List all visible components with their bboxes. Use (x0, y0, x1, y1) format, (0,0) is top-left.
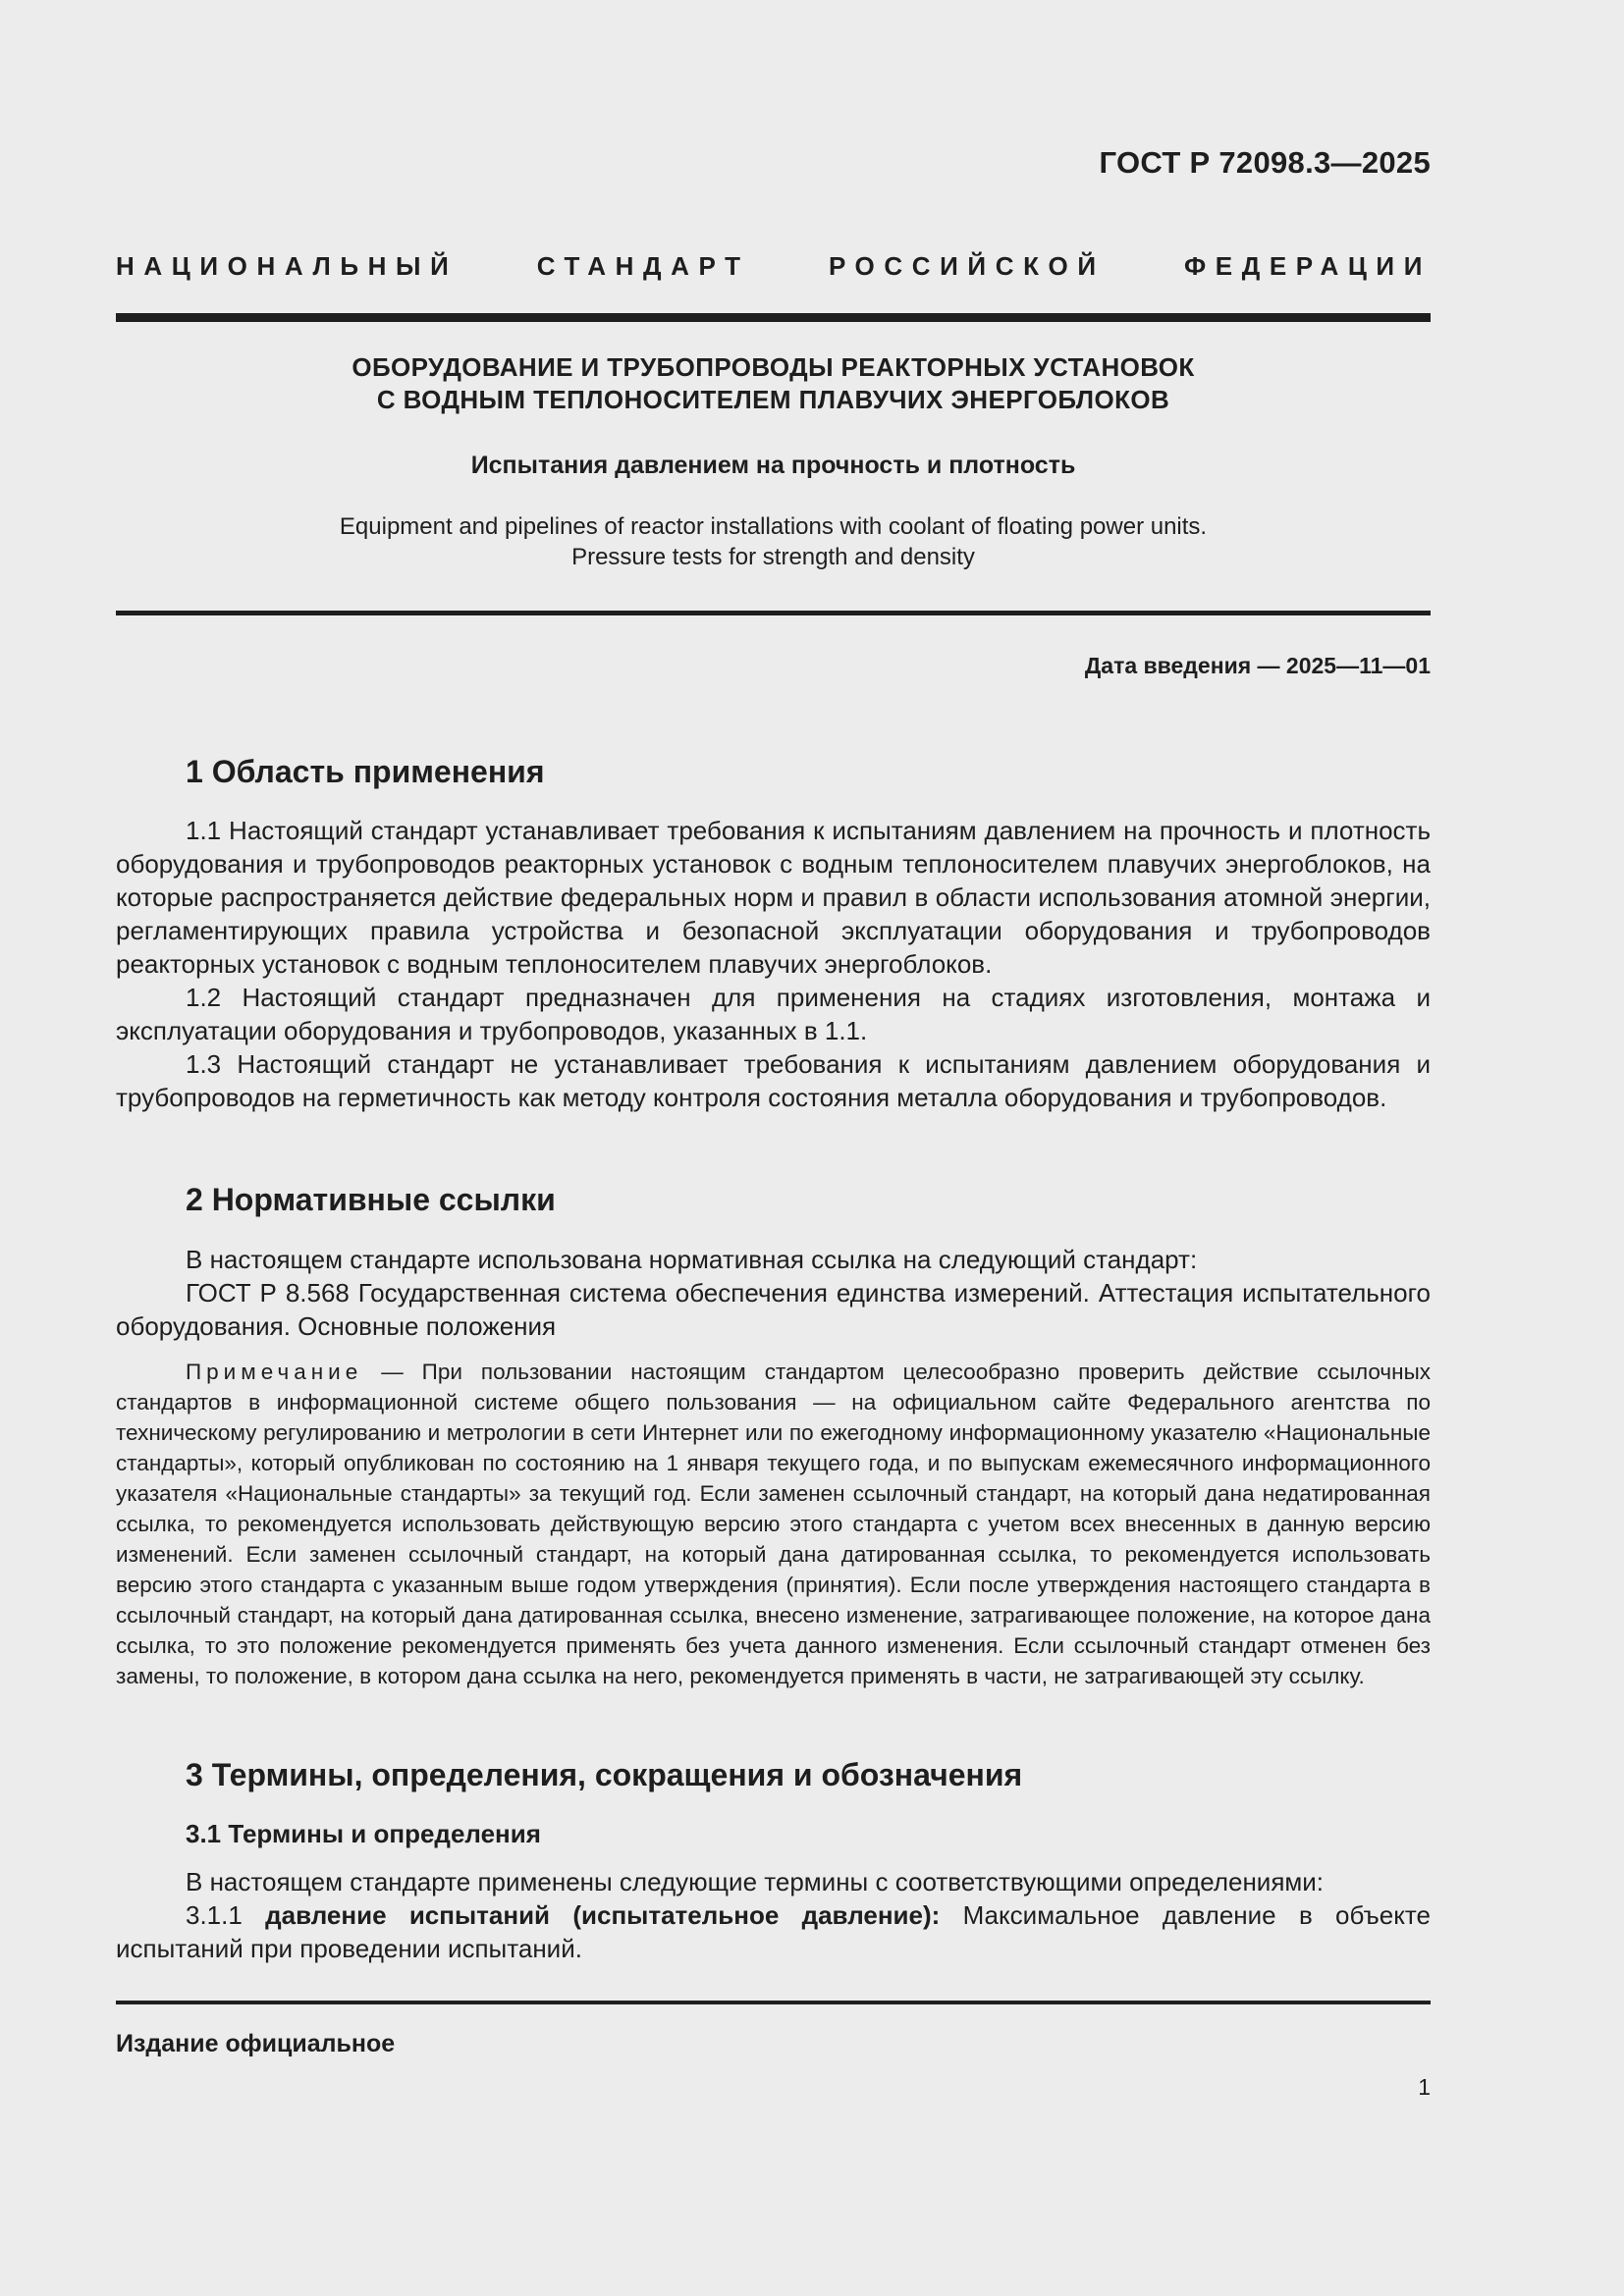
standard-designation: ГОСТ Р 72098.3—2025 (1099, 145, 1431, 180)
document-title (116, 351, 1431, 416)
section-2-note (116, 1357, 1431, 1691)
paragraph-2-intro: В настоящем стандарте использована нормативная ссылка на следующий стандарт: (186, 1245, 1198, 1274)
section-2-heading: 2 Нормативные ссылки (186, 1182, 556, 1217)
document-subtitle: Испытания давлением на прочность и плотность (470, 452, 1076, 479)
paragraph-1-2: 1.2 Настоящий стандарт предназначен для применения на стадиях изготовления, монтажа и эксплуатации оборудования и трубопроводов, указанных в 1.1. (116, 983, 1431, 1045)
page-number: 1 (1418, 2074, 1431, 2100)
title-line-1: ОБОРУДОВАНИЕ И ТРУБОПРОВОДЫ РЕАКТОРНЫХ УСТАНОВОК (352, 352, 1195, 382)
section-2-body (116, 1243, 1431, 1343)
term-definition: Максимальное давление в объекте испытаний при проведении испытаний. (116, 1900, 1431, 1963)
english-title (116, 511, 1431, 572)
footer-rule (116, 2001, 1431, 2004)
title-bottom-rule (116, 611, 1431, 615)
paragraph-1-3: 1.3 Настоящий стандарт не устанавливает требования к испытаниям давлением оборудования и трубопроводов на герметичность как методу контроля состояния металла оборудования и трубопроводов. (116, 1049, 1431, 1112)
section-1-body (116, 814, 1431, 1114)
note-label: Примечание (186, 1360, 363, 1384)
paragraph-2-reference: ГОСТ Р 8.568 Государственная система обеспечения единства измерений. Аттестация испытательного оборудования. Основные положения (116, 1278, 1431, 1341)
top-rule (116, 313, 1431, 322)
english-title-line-2: Pressure tests for strength and density (571, 544, 975, 570)
term-3-1-1 (116, 1898, 1431, 1965)
national-standard-banner: НАЦИОНАЛЬНЫЙ СТАНДАРТ РОССИЙСКОЙ ФЕДЕРАЦИИ (116, 251, 1432, 281)
term-name: давление испытаний (испытательное давление): (265, 1900, 941, 1930)
term-number: 3.1.1 (186, 1900, 266, 1930)
section-3-heading: 3 Термины, определения, сокращения и обозначения (186, 1757, 1023, 1792)
section-3-body (116, 1865, 1431, 1965)
introduction-date: Дата введения — 2025—11—01 (1084, 653, 1431, 678)
english-title-line-1: Equipment and pipelines of reactor installations with coolant of floating power units. (339, 513, 1208, 540)
paragraph-3-intro: В настоящем стандарте применены следующие термины с соответствующими определениями: (186, 1867, 1325, 1896)
subsection-3-1-heading: 3.1 Термины и определения (186, 1819, 541, 1848)
official-edition-label: Издание официальное (116, 2030, 396, 2057)
note-text: — При пользовании настоящим стандартом целесообразно проверить действие ссылочных стандартов в информационной системе общего пользования — на официальном сайте Федерального агентства по техническому регулированию и метрологии в сети Интернет или по ежегодному информационному указателю «Национальные стандарты», который опубликован по состоянию на 1 января текущего года, и по выпускам ежемесячного информационного указателя «Национальные стандарты» за текущий год. Если заменен ссылочный стандарт, на который дана недатированная ссылка, то рекомендуется использовать действующую версию этого стандарта с учетом всех внесенных в данную версию изменений. Если заменен ссылочный стандарт, на который дана датированная ссылка, то рекомендуется использовать версию этого стандарта с указанным выше годом утверждения (принятия). Если после утверждения настоящего стандарта в ссылочный стандарт, на который дана датированная ссылка, внесено изменение, затрагивающее положение, на которое дана ссылка, то это положение рекомендуется применять без учета данного изменения. Если ссылочный стандарт отменен без замены, то положение, в котором дана ссылка на него, рекомендуется применять в части, не затрагивающей эту ссылку. (116, 1360, 1431, 1688)
section-1-heading: 1 Область применения (186, 754, 545, 789)
paragraph-1-1: 1.1 Настоящий стандарт устанавливает требования к испытаниям давлением на прочность и плотность оборудования и трубопроводов реакторных установок с водным теплоносителем плавучих энергоблоков, на которые распространяется действие федеральных норм и правил в области использования атомной энергии, регламентирующих правила устройства и безопасной эксплуатации оборудования и трубопроводов реакторных установок с водным теплоносителем плавучих энергоблоков. (116, 816, 1431, 979)
title-line-2: С ВОДНЫМ ТЕПЛОНОСИТЕЛЕМ ПЛАВУЧИХ ЭНЕРГОБЛОКОВ (376, 385, 1170, 414)
